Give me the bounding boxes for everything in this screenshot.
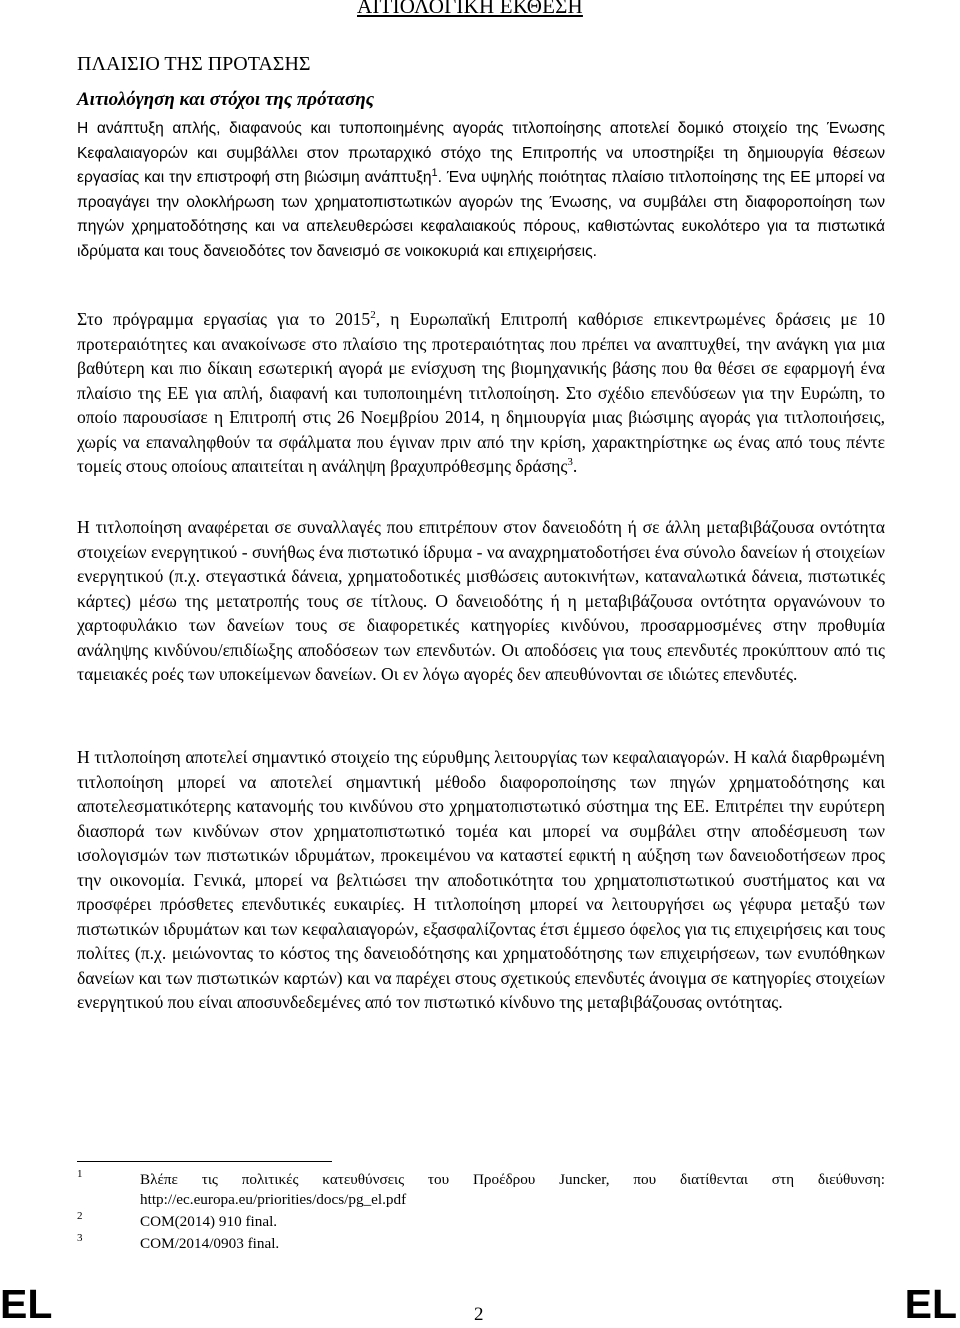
footnote-1 [77,1170,885,1210]
footnote-number: 1 [77,1168,83,1180]
paragraph-2 [77,307,885,479]
paragraph-1-text-a: Η ανάπτυξη απλής, διαφανούς και τυποποιημένης αγοράς τιτλοποίησης αποτελεί δομικό στοιχείο της Ένωσης Κεφαλαιαγορών και συμβάλλει στον πρωταρχικό στόχο της Επιτροπής να υποστηρίξει τη δημιουργία θέσεων εργασίας και την επιστροφή στη βιώσιμη ανάπτυξη [77,120,885,187]
footnote-separator [77,1161,332,1162]
footnote-number: 2 [77,1210,83,1222]
footnote-2 [77,1212,885,1232]
language-code-left: EL [0,1281,53,1327]
paragraph-2-text-c: . [572,456,578,476]
paragraph-1-text-b: . Ένα υψηλής ποιότητας πλαίσιο τιτλοποίησης της ΕΕ μπορεί να προαγάγει την ολοκλήρωση των χρηματοπιστωτικών αγορών της Ένωσης, να συμβάλει στη διαφοροποίηση των πηγών χρηματοδότησης και να απελευθερώσει κεφαλαιακούς πόρους, καθιστώντας ευκολότερο για τα πιστωτικά ιδρύματα και τους δανειοδότες τον δανεισμό σε νοικοκυριά και επιχειρήσεις. [77,169,885,260]
paragraph-2-text-b: , η Ευρωπαϊκή Επιτροπή καθόρισε επικεντρωμένες δράσεις με 10 προτεραιότητες και ανακοίνωσε στο πλαίσιο της προτεραιότητας που πρέπει να αναπτυχθεί, την ανάγκη για μια βαθύτερη και πιο δίκαιη εσωτερική αγορά με ενίσχυση της βιομηχανικής βάσης που θα θέσει σε εφαρμογή ένα πλαίσιο της ΕΕ για απλή, διαφανή και τυποποιημένη τιτλοποίηση. Στο σχέδιο επενδύσεων για την Ευρώπη, το οποίο παρουσίασε η Επιτροπή στις 26 Νοεμβρίου 2014, η δημιουργία μιας βιώσιμης αγοράς για τιτλοποιήσεις, χωρίς να επαναληφθούν τα σφάλματα που έγιναν πριν από την κρίση, χαρακτηρίστηκε ως ένας από τους πέντε τομείς στους οποίους απαιτείται η ανάληψη βραχυπρόθεσμης δράσης [77,309,885,476]
footnote-number: 3 [77,1232,83,1244]
section-subtitle: Αιτιολόγηση και στόχοι της πρότασης [77,89,375,110]
footnote-text: COM/2014/0903 final. [140,1235,280,1252]
paragraph-2-text-a: Στο πρόγραμμα εργασίας για το 2015 [77,309,371,329]
section-title: ΠΛΑΙΣΙΟ ΤΗΣ ΠΡΟΤΑΣΗΣ [77,53,311,75]
footnote-ref-3[interactable]: 3 [567,456,573,469]
page-number: 2 [474,1304,484,1325]
paragraph-1 [77,117,885,265]
paragraph-3: Η τιτλοποίηση αναφέρεται σε συναλλαγές που επιτρέπουν στον δανειοδότη ή σε άλλη μεταβιβάζουσα οντότητα στοιχείων ενεργητικού - συνήθως ένα πιστωτικό ίδρυμα - να αναχρηματοδοτήσει ένα σύνολο δανείων ή στοιχείων ενεργητικού (π.χ. στεγαστικά δάνεια, χρηματοδοτικές μισθώσεις αυτοκινήτων, καταναλωτικά δάνεια, πιστωτικές κάρτες) μέσω της μετατροπής τους σε τίτλους. Ο δανειοδότης ή η μεταβιβάζουσα οντότητα οργανώνουν το χαρτοφυλάκιο των δανείων τους σε διαφορετικές κατηγορίες κινδύνου, προσαρμοσμένες στην προθυμία ανάληψης κινδύνου/επιδίωξης αποδόσεων των επενδυτών. Οι αποδόσεις για τους επενδυτές προκύπτουν από τις ταμειακές ροές των υποκείμενων δανείων. Οι εν λόγω αγορές δεν απευθύνονται σε ιδιώτες επενδυτές. [77,517,885,684]
footnote-3 [77,1234,885,1254]
footnote-ref-2[interactable]: 2 [370,309,376,322]
footnote-text: COM(2014) 910 final. [140,1213,278,1230]
footnote-ref-1[interactable]: 1 [431,167,438,179]
document-header-title: ΑΙΤΙΟΛΟΓΙΚΗ ΕΚΘΕΣΗ [357,0,583,18]
language-code-right: EL [904,1281,957,1327]
paragraph-4: Η τιτλοποίηση αποτελεί σημαντικό στοιχείο της εύρυθμης λειτουργίας των κεφαλαιαγορών. Η καλά διαρθρωμένη τιτλοποίηση μπορεί να αποτελεί σημαντική μέθοδο διαφοροποίησης των πηγών χρηματοδότησης και αποτελεσματικότερης κατανομής του κινδύνου στο χρηματοπιστωτικό σύστημα της ΕΕ. Επιτρέπει την ευρύτερη διασπορά των κινδύνων στον χρηματοπιστωτικό τομέα και μπορεί να συμβάλει στην αποδέσμευση των ισολογισμών των πιστωτικών ιδρυμάτων, προκειμένου να καταστεί εφικτή η αύξηση των δανειοδοτήσεων προς την οικονομία. Γενικά, μπορεί να βελτιώσει την αποδοτικότητα του χρηματοπιστωτικού συστήματος και να προσφέρει πρόσθετες επενδυτικές ευκαιρίες. Η τιτλοποίηση μπορεί να λειτουργήσει ως γέφυρα μεταξύ των πιστωτικών ιδρυμάτων και των κεφαλαιαγορών, εξασφαλίζοντας έτσι έμμεσο όφελος για τις επιχειρήσεις και τους πολίτες (π.χ. μειώνοντας το κόστος της δανειοδότησης και χρηματοδότησης των επιχειρήσεων, των ενυπόθηκων δανείων και των πιστωτικών καρτών) και να παρέχει στους σχετικούς επενδυτές άνοιγμα σε κατηγορίες στοιχείων ενεργητικού που είναι αποσυνδεδεμένες από τον πιστωτικό κίνδυνο της μεταβιβάζουσας οντότητας. [77,747,885,1012]
footnote-text: Βλέπε τις πολιτικές κατευθύνσεις του Προέδρου Juncker, που διατίθενται στη διεύθυνση: http://ec.europa.eu/priorities/docs/pg_el.pdf [140,1171,885,1208]
